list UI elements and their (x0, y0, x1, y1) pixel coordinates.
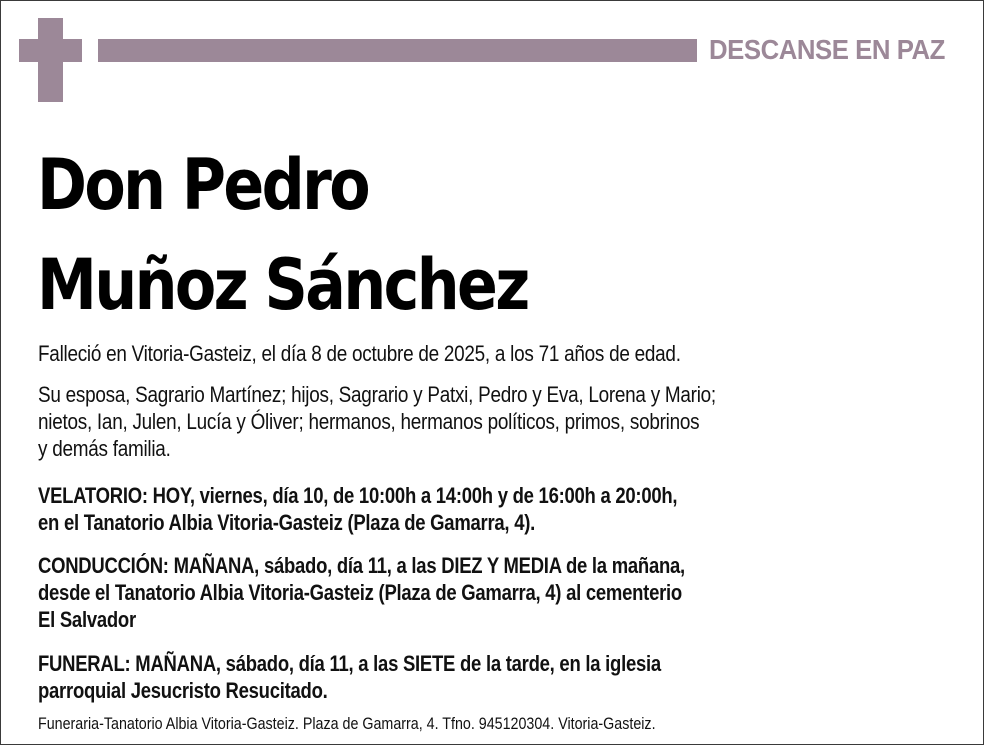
deceased-name (37, 135, 528, 335)
conduccion-line: desde el Tanatorio Albia Vitoria-Gasteiz (Plaza de Gamarra, 4) al cementerio (38, 580, 682, 605)
death-notice-text: Falleció en Vitoria-Gasteiz, el día 8 de octubre de 2025, a los 71 años de edad. (38, 341, 681, 366)
family-paragraph (38, 381, 938, 462)
death-notice (38, 340, 938, 367)
family-line: nietos, Ian, Julen, Lucía y Óliver; hermanos, hermanos políticos, primos, sobrinos (38, 409, 700, 434)
conduccion-paragraph (38, 552, 938, 633)
conduccion-line: El Salvador (38, 607, 136, 632)
cross-icon-arm (19, 39, 82, 62)
conduccion-line: CONDUCCIÓN: MAÑANA, sábado, día 11, a las DIEZ Y MEDIA de la mañana, (38, 553, 685, 578)
family-line: y demás familia. (38, 436, 171, 461)
funeral-line: parroquial Jesucristo Resucitado. (38, 678, 328, 703)
deceased-name-line-2: Muñoz Sánchez (37, 244, 528, 326)
velatorio-paragraph (38, 482, 938, 536)
velatorio-line: en el Tanatorio Albia Vitoria-Gasteiz (Plaza de Gamarra, 4). (38, 510, 536, 535)
funeral-paragraph (38, 650, 938, 704)
header-title: DESCANSE EN PAZ (709, 34, 945, 65)
velatorio-line: VELATORIO: HOY, viernes, día 10, de 10:00h a 14:00h y de 16:00h a 20:00h, (38, 483, 678, 508)
funeral-line: FUNERAL: MAÑANA, sábado, día 11, a las SIETE de la tarde, en la iglesia (38, 651, 661, 676)
header-divider-band (98, 39, 697, 62)
funeral-home-footer: Funeraria-Tanatorio Albia Vitoria-Gasteiz. Plaza de Gamarra, 4. Tfno. 945120304. Vitoria-Gasteiz. (38, 714, 656, 733)
family-line: Su esposa, Sagrario Martínez; hijos, Sagrario y Patxi, Pedro y Eva, Lorena y Mario; (38, 382, 716, 407)
deceased-name-line-1: Don Pedro (37, 144, 369, 226)
